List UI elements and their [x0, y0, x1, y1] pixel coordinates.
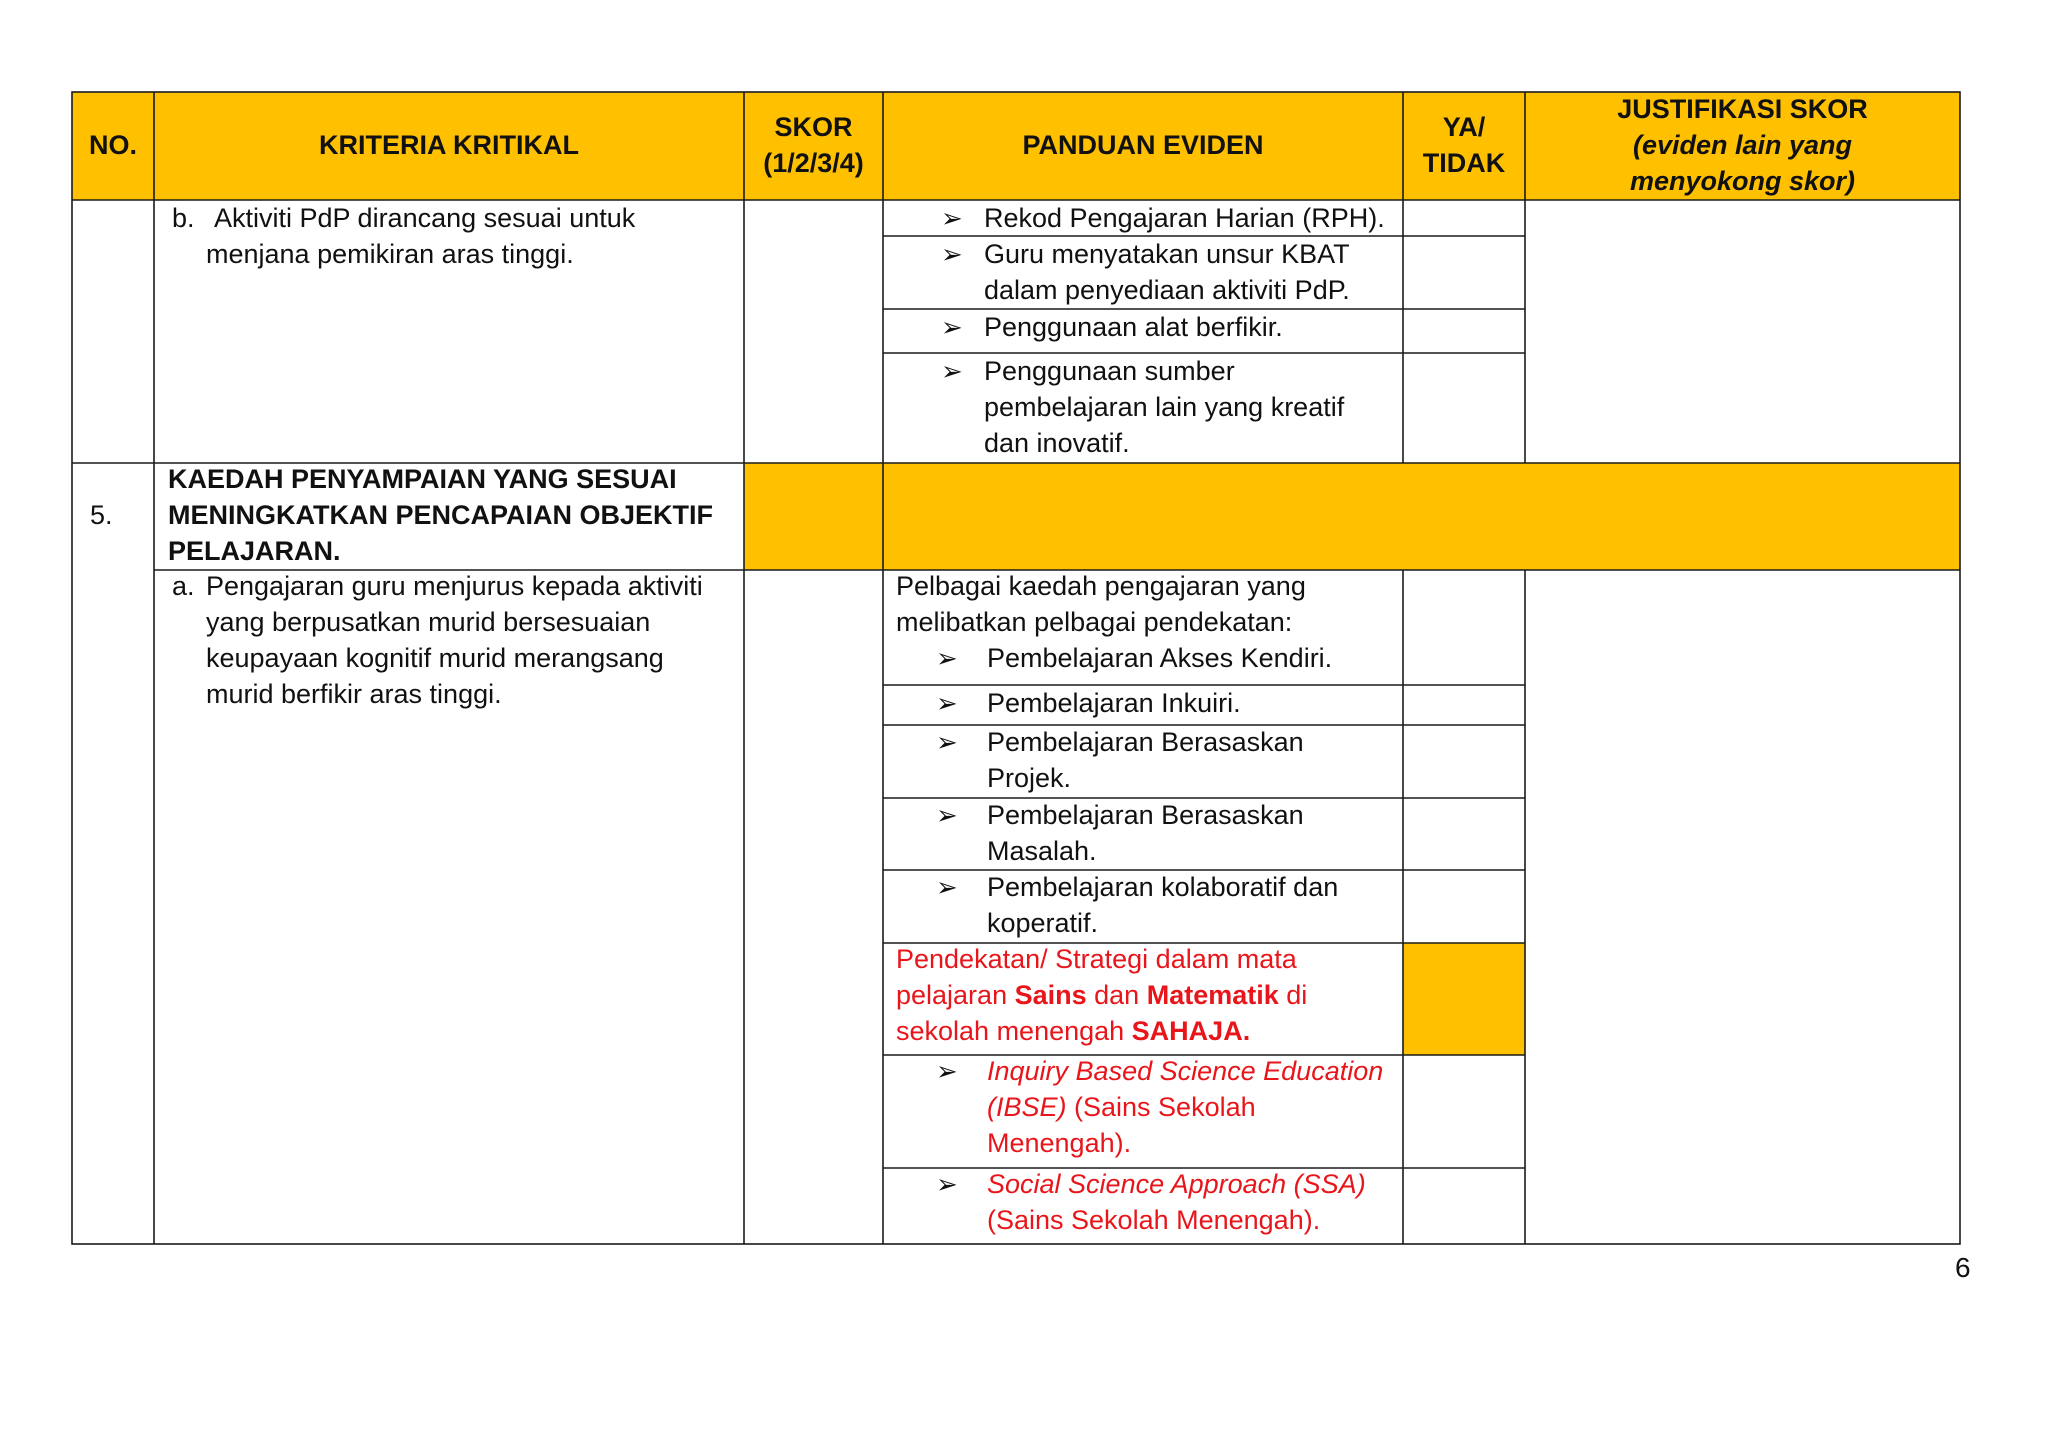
- evidence-a-projek-line2: Projek.: [987, 763, 1072, 793]
- header-no: NO.: [88, 130, 137, 160]
- section-5-title-line1: KAEDAH PENYAMPAIAN YANG SESUAI: [168, 464, 677, 494]
- evidence-b-kbat-line2: dalam penyediaan aktiviti PdP.: [984, 275, 1350, 305]
- criteria-a-line3: keupayaan kognitif murid merangsang: [206, 643, 664, 673]
- arrowhead-bullet-icon: ➢: [936, 1056, 958, 1086]
- arrowhead-bullet-icon: ➢: [936, 800, 958, 830]
- section-5-title-line3: PELAJARAN.: [168, 536, 341, 566]
- arrowhead-bullet-icon: ➢: [936, 727, 958, 757]
- arrowhead-bullet-icon: ➢: [941, 203, 963, 233]
- evidence-a-ibse-line2: (IBSE) (Sains Sekolah: [987, 1092, 1256, 1122]
- arrowhead-bullet-icon: ➢: [941, 239, 963, 269]
- page-number: 6: [1955, 1252, 1971, 1283]
- criteria-a-marker: a.: [172, 571, 195, 601]
- evidence-a-ssa-line1: Social Science Approach (SSA): [987, 1169, 1366, 1199]
- criteria-b-line1: Aktiviti PdP dirancang sesuai untuk: [214, 203, 636, 233]
- evidence-b-rph: Rekod Pengajaran Harian (RPH).: [984, 203, 1385, 233]
- header-panduan: PANDUAN EVIDEN: [1022, 130, 1264, 160]
- header-ya-tidak: YA/ TIDAK: [1422, 112, 1506, 178]
- evidence-a-kolaboratif-line1: Pembelajaran kolaboratif dan: [987, 872, 1339, 902]
- evidence-a-ibse-line1: Inquiry Based Science Education: [987, 1056, 1384, 1086]
- criteria-b-marker: b.: [172, 203, 195, 233]
- evidence-a-akses-kendiri: Pembelajaran Akses Kendiri.: [987, 643, 1333, 673]
- evidence-a-inkuiri: Pembelajaran Inkuiri.: [987, 688, 1241, 718]
- arrowhead-bullet-icon: ➢: [936, 1169, 958, 1199]
- evidence-a-ibse-line3: Menengah).: [987, 1128, 1132, 1158]
- red-note-line3: sekolah menengah SAHAJA.: [896, 1016, 1251, 1046]
- evidence-a-kolaboratif-line2: koperatif.: [987, 908, 1099, 938]
- header-kriteria: KRITERIA KRITIKAL: [319, 130, 579, 160]
- header-justifikasi: JUSTIFIKASI SKOR (eviden lain yang menyokong skor): [1617, 94, 1868, 196]
- arrowhead-bullet-icon: ➢: [936, 643, 958, 673]
- evidence-b-alat-berfikir: Penggunaan alat berfikir.: [984, 312, 1283, 342]
- evidence-a-masalah-line2: Masalah.: [987, 836, 1097, 866]
- section-5-title-line2: MENINGKATKAN PENCAPAIAN OBJEKTIF: [168, 500, 714, 530]
- evidence-a-intro-line2: melibatkan pelbagai pendekatan:: [896, 607, 1293, 637]
- evidence-b-kbat-line1: Guru menyatakan unsur KBAT: [984, 239, 1350, 269]
- arrowhead-bullet-icon: ➢: [936, 688, 958, 718]
- criteria-a-line1: Pengajaran guru menjurus kepada aktiviti: [206, 571, 703, 601]
- header-skor: SKOR (1/2/3/4): [763, 112, 864, 178]
- evidence-b-sumber-line3: dan inovatif.: [984, 428, 1130, 458]
- evidence-a-ssa-line2: (Sains Sekolah Menengah).: [987, 1205, 1321, 1235]
- arrowhead-bullet-icon: ➢: [941, 356, 963, 386]
- arrowhead-bullet-icon: ➢: [936, 872, 958, 902]
- red-note-line1: Pendekatan/ Strategi dalam mata: [896, 944, 1297, 974]
- evidence-a-projek-line1: Pembelajaran Berasaskan: [987, 727, 1304, 757]
- evidence-a-masalah-line1: Pembelajaran Berasaskan: [987, 800, 1304, 830]
- evidence-b-sumber-line1: Penggunaan sumber: [984, 356, 1235, 386]
- criteria-b-line2: menjana pemikiran aras tinggi.: [206, 239, 574, 269]
- section-5-number: 5.: [90, 500, 113, 530]
- criteria-a-line4: murid berfikir aras tinggi.: [206, 679, 502, 709]
- criteria-a-line2: yang berpusatkan murid bersesuaian: [206, 607, 651, 637]
- evidence-b-sumber-line2: pembelajaran lain yang kreatif: [984, 392, 1345, 422]
- red-note-line2: pelajaran Sains dan Matematik di: [896, 980, 1308, 1010]
- arrowhead-bullet-icon: ➢: [941, 312, 963, 342]
- evidence-a-intro-line1: Pelbagai kaedah pengajaran yang: [896, 571, 1306, 601]
